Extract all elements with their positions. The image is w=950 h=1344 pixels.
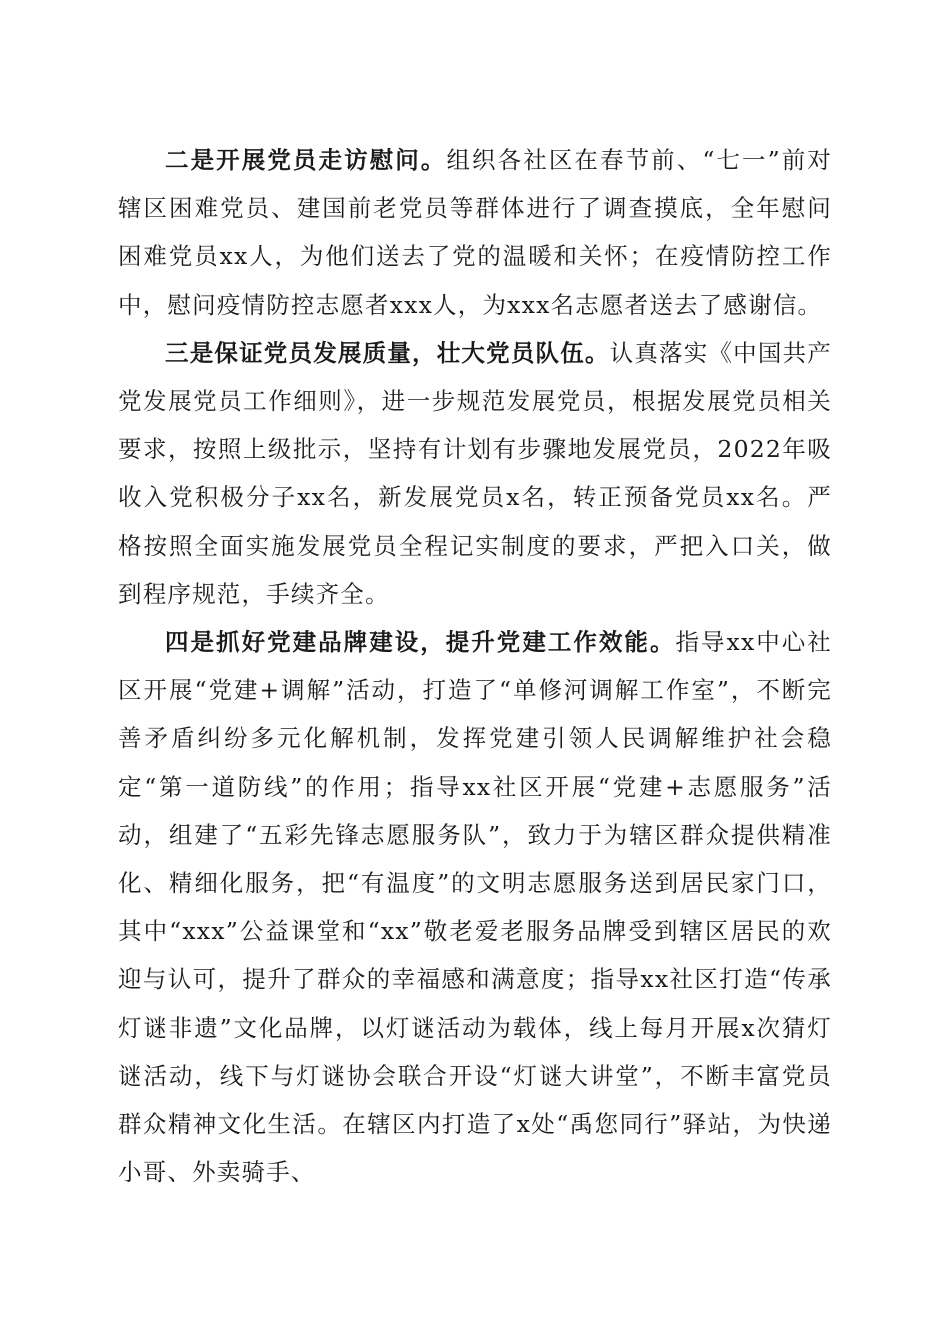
paragraph-text: 指导xx中心社区开展“党建+调解”活动，打造了“单修河调解工作室”，不断完善矛盾纠纷多元化解机制，发挥党建引领人民调解维护社会稳定“第一道防线”的作用；指导xx社区开展“党建+志愿服务”活动，组建了“五彩先锋志愿服务队”，致力于为辖区群众提供精准化、精细化服务，把“有温度”的文明志愿服务送到居民家门口，其中“xxx”公益课堂和“xx”敬老爱老服务品牌受到辖区居民的欢迎与认可，提升了群众的幸福感和满意度；指导xx社区打造“传承灯谜非遗”文化品牌，以灯谜活动为载体，线上每月开展x次猜灯谜活动，线下与灯谜协会联合开设“灯谜大讲堂”，不断丰富党员群众精神文化生活。在辖区内打造了x处“禹您同行”驿站，为快递小哥、外卖骑手、 [118, 628, 833, 1187]
paragraph-brand-building [118, 618, 832, 1196]
paragraph-heading: 四是抓好党建品牌建设，提升党建工作效能。 [165, 628, 676, 657]
paragraph-text: 认真落实《中国共产党发展党员工作细则》，进一步规范发展党员，根据发展党员相关要求，按照上级批示，坚持有计划有步骤地发展党员，2022年吸收入党积极分子xx名，新发展党员x名，转正预备党员xx名。严格按照全面实施发展党员全程记实制度的要求，严把入口关，做到程序规范，手续齐全。 [118, 338, 832, 608]
paragraph-heading: 二是开展党员走访慰问。 [165, 146, 447, 174]
document-body [118, 136, 832, 1196]
paragraph-visit-party-members [118, 136, 832, 329]
paragraph-text: 组织各社区在春节前、“七一”前对辖区困难党员、建国前老党员等群体进行了调查摸底，全年慰问困难党员xx人，为他们送去了党的温暖和关怀；在疫情防控工作中，慰问疫情防控志愿者xxx人，为xxx名志愿者送去了感谢信。 [118, 146, 833, 319]
paragraph-member-development [118, 329, 832, 618]
paragraph-heading: 三是保证党员发展质量，壮大党员队伍。 [165, 338, 610, 367]
